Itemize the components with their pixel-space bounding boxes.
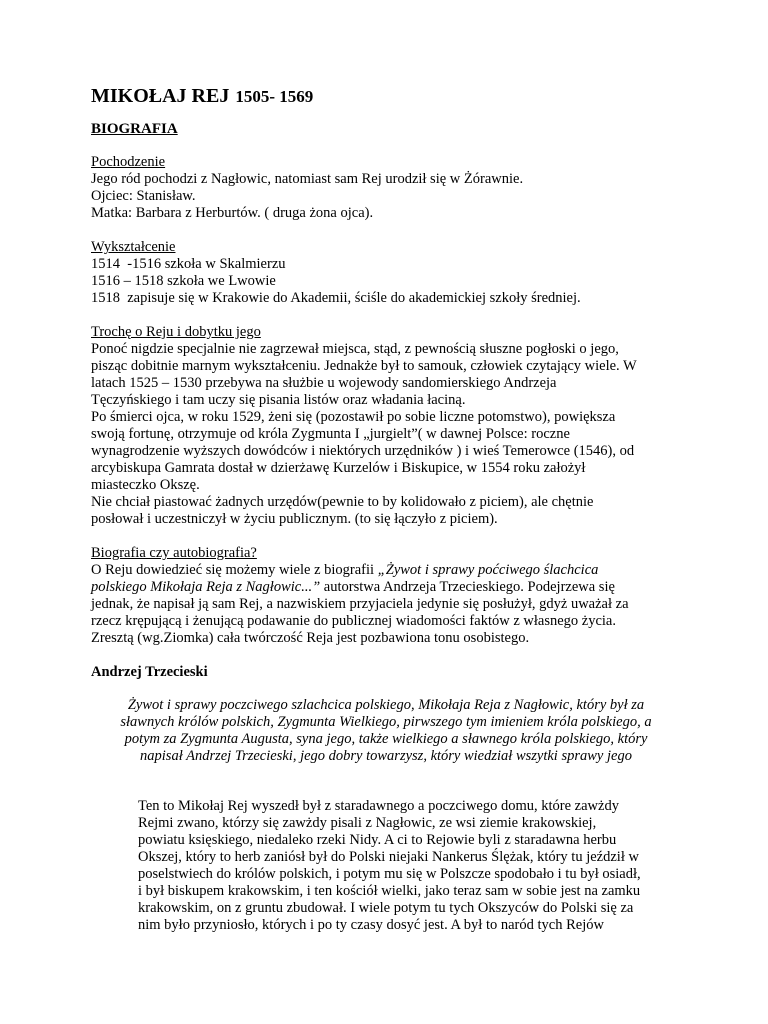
- excerpt-line: krakowskim, on z gruntu zbudował. I wiele potym tu tych Okszyców do Polski się za: [138, 900, 634, 916]
- heading-troche-o-reju: Trochę o Reju i dobytku jego: [91, 324, 261, 340]
- work-title-line: Żywot i sprawy poczciwego szlachcica polskiego, Mikołaja Reja z Nagłowic, który był za: [127, 697, 645, 713]
- text-line: miasteczko Okszę.: [91, 477, 200, 493]
- text-line: Zresztą (wg.Ziomka) cała twórczość Reja jest pozbawiona tonu osobistego.: [91, 630, 530, 646]
- text-line: latach 1525 – 1530 przebywa na służbie u wojewody sandomierskiego Andrzeja: [91, 375, 557, 391]
- work-title-line: potym za Zygmunta Augusta, syna jego, także wielkiego a sławnego króla polskiego, który: [124, 731, 648, 747]
- section-label-biografia: BIOGRAFIA: [91, 121, 178, 137]
- work-title-block: [91, 697, 681, 765]
- text-line: [91, 562, 681, 579]
- work-title-line: sławnych królów polskich, Zygmunta Wielkiego, pirwszego tym imieniem króla polskiego, a: [120, 714, 652, 730]
- text-line: Po śmierci ojca, w roku 1529, żeni się (pozostawił po sobie liczne potomstwo), powiększa: [91, 409, 616, 425]
- excerpt-line: Rejmi zwano, którzy się zawżdy pisali z Nagłowic, ze wsi ziemie krakowskiej,: [138, 815, 597, 831]
- text-line: [91, 579, 681, 596]
- excerpt-line: powiatu księskiego, niedaleko rzeki Nidy. A ci to Rejowie byli z staradawna herbu: [138, 832, 617, 848]
- text-fragment: autorstwa Andrzeja Trzecieskiego. Podejrzewa się: [320, 579, 615, 595]
- book-title-fragment: „Żywot i sprawy poćciwego ślachcica: [377, 562, 599, 578]
- text-line: Tęczyńskiego i tam uczy się pisania listów oraz władania łaciną.: [91, 392, 466, 408]
- author-years: 1505- 1569: [235, 87, 314, 106]
- excerpt-line: poselstwiech do królów polskich, i potym mu się w Polszcze spodobało i tu był osiadł,: [138, 866, 641, 882]
- text-line: jednak, że napisał ją sam Rej, a nazwiskiem przyjaciela jedynie się posłużył, gdyż uważał za: [91, 596, 629, 612]
- excerpt-line: Ten to Mikołaj Rej wyszedł był z staradawnego a poczciwego domu, które zawżdy: [138, 798, 619, 814]
- heading-andrzej-trzecieski: Andrzej Trzecieski: [91, 664, 208, 680]
- text-line: pisząc dobitnie marnym wykształceniu. Jednakże był to samouk, człowiek czytający wiele. W: [91, 358, 637, 374]
- section-biografia: [91, 545, 681, 647]
- work-title-line: napisał Andrzej Trzecieski, jego dobry towarzysz, który wiedział wszytki sprawy jego: [140, 748, 632, 764]
- text-line: rzecz krępującą i żenującą podawanie do publicznej wiadomości faktów z własnego życia.: [91, 613, 616, 629]
- book-title-fragment: polskiego Mikołaja Reja z Nagłowic...”: [91, 579, 321, 595]
- text-line: 1518 zapisuje się w Krakowie do Akademii, ściśle do akademickiej szkoły średniej.: [91, 290, 581, 306]
- text-line: Nie chciał piastować żadnych urzędów(pewnie to by kolidowało z piciem), ale chętnie: [91, 494, 594, 510]
- text-line: posłował i uczestniczył w życiu publicznym. (to się łączyło z piciem).: [91, 511, 498, 527]
- text-line: Ponoć nigdzie specjalnie nie zagrzewał miejsca, stąd, z pewnością słuszne pogłoski o jego,: [91, 341, 619, 357]
- author-name: MIKOŁAJ REJ: [91, 85, 230, 107]
- heading-biografia: Biografia czy autobiografia?: [91, 545, 257, 561]
- text-line: Ojciec: Stanisław.: [91, 188, 196, 204]
- text-line: 1514 -1516 szkoła w Skalmierzu: [91, 256, 286, 272]
- section-pochodzenie: [91, 154, 681, 222]
- text-line: wynagrodzenie wyższych dowódców i niektórych urzędników ) i wieś Temerowce (1546), od: [91, 443, 635, 459]
- document-page: [91, 84, 681, 934]
- heading-pochodzenie: Pochodzenie: [91, 154, 166, 170]
- text-line: arcybiskupa Gamrata dostał w dzierżawę Kurzelów i Biskupice, w 1554 roku założył: [91, 460, 586, 476]
- text-line: 1516 – 1518 szkoła we Lwowie: [91, 273, 276, 289]
- excerpt-block: [138, 798, 683, 934]
- excerpt-line: i był biskupem krakowskim, i ten kościół wielki, jako teraz sam w sobie jest na zamku: [138, 883, 641, 899]
- excerpt-line: Okszej, który to herb zaniósł był do Polski niejaki Nankerus Ślężak, który tu jeździł w: [138, 849, 639, 865]
- page-title: [91, 84, 681, 109]
- heading-wyksztalcenie: Wykształcenie: [91, 239, 176, 255]
- text-fragment: O Reju dowiedzieć się możemy wiele z biografii: [91, 562, 378, 578]
- section-troche-o-reju: [91, 324, 681, 528]
- excerpt-line: nim było przyniosło, których i po ty czasy dosyć jest. A był to naród tych Rejów: [138, 917, 604, 933]
- text-line: swoją fortunę, otrzymuje od króla Zygmunta I „jurgielt”( w dawnej Polsce: roczne: [91, 426, 570, 442]
- section-wyksztalcenie: [91, 239, 681, 307]
- text-line: Matka: Barbara z Herburtów. ( druga żona ojca).: [91, 205, 374, 221]
- text-line: Jego ród pochodzi z Nagłowic, natomiast sam Rej urodził się w Żórawnie.: [91, 171, 524, 187]
